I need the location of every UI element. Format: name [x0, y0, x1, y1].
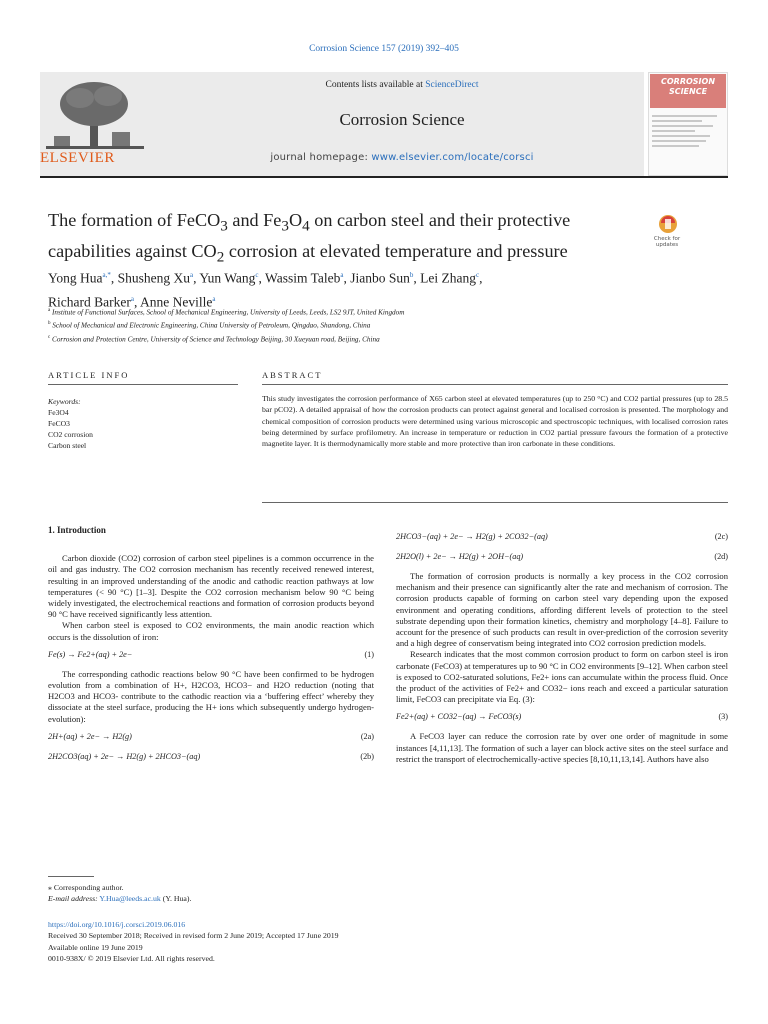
cover-text-lines — [652, 112, 724, 168]
homepage-prefix: journal homepage: — [270, 152, 372, 163]
footnotes — [48, 882, 648, 904]
equation-text: 2H2O(l) + 2e− → H2(g) + 2OH−(aq) — [396, 552, 524, 561]
keywords-block — [48, 396, 238, 451]
equation-number: (2b) — [360, 751, 374, 761]
equation-text: 2H2CO3(aq) + 2e− → H2(g) + 2HCO3−(aq) — [48, 751, 201, 761]
cover-title: CORROSION SCIENCE — [660, 77, 716, 96]
title-sub: 4 — [302, 217, 310, 235]
equation-2a — [48, 731, 374, 745]
section-heading-introduction: 1. Introduction — [48, 525, 106, 535]
affiliations — [48, 305, 648, 345]
paragraph: Research indicates that the most common corrosion product to form on carbon steel is iron carbonate (FeCO3) at temperatures up to 90 °C in CO2 environments [9–12]. When carbon steel is exposed to CO2-saturated solutions, Fe2+ ions can accumulate within the process fluid. Once the product of the activities of Fe2+ and CO32− ions reach and exceed a particular saturation limit, FeCO3 can precipitate via Eq. (3): — [396, 649, 728, 705]
author-affil[interactable]: a — [340, 271, 344, 279]
author-name[interactable]: Richard Barker — [48, 294, 131, 309]
keyword[interactable]: Fe3O4 — [48, 408, 69, 417]
affiliation — [48, 318, 648, 331]
available-online: Available online 19 June 2019 — [48, 942, 143, 952]
masthead-rule — [40, 176, 728, 178]
article-info-heading: ARTICLE INFO — [48, 370, 130, 380]
email-link[interactable]: Y.Hua@leeds.ac.uk — [99, 894, 161, 904]
author-affil[interactable]: a — [190, 271, 194, 279]
title-part: on carbon steel and their protective capabilities against CO — [48, 210, 571, 261]
author-name[interactable]: Anne Neville — [139, 294, 213, 309]
keyword[interactable]: FeCO3 — [48, 419, 70, 428]
affiliation — [48, 305, 648, 318]
paragraph: The corresponding cathodic reactions below 90 °C have been confirmed to be hydrogen evolution from a combination of H+, H2CO3, HCO3− and H2O reduction (noting that H2CO3 and HCO3- contribute to the cathodic reaction via a ‘buffering effect’ whereby they dissociate at the steel surface, producing the H+ ions which subsequently undergo hydrogen-evolution): — [48, 668, 374, 724]
body-right-column — [396, 525, 728, 765]
equation-number: (1) — [364, 649, 374, 659]
email-label: E-mail address: — [48, 894, 98, 904]
paragraph: The formation of corrosion products is normally a key process in the CO2 corrosion mechanism and their presence can significantly alter the rate and mechanism of corrosion. The corrosion products capable of forming on carbon steel vary depending upon the exposed environment and operating conditions, affording different levels of protection to the steel substrate depending upon their formation kinetics, chemistry and morphology [4–8]. Failure to account for the presence of such products can result in over-prediction of the corrosion severity and a high degree of conservatism being integrated into CO2 corrosion prediction models. — [396, 571, 728, 649]
equation-number: (3) — [718, 712, 728, 722]
equation-text: Fe(s) → Fe2+(aq) + 2e− — [48, 649, 133, 659]
journal-reference[interactable]: Corrosion Science 157 (2019) 392–405 — [309, 44, 459, 54]
author-name[interactable]: Yun Wang — [199, 270, 256, 286]
journal-homepage — [160, 152, 644, 163]
crossmark-icon[interactable] — [646, 212, 690, 256]
author-name[interactable]: Lei Zhang — [420, 270, 476, 286]
corresponding-note: ⁎ Corresponding author. — [48, 883, 124, 892]
title-part: and Fe — [227, 210, 282, 230]
copyright: 0010-938X/ © 2019 Elsevier Ltd. All rights reserved. — [48, 954, 215, 964]
author-affil[interactable]: a — [212, 294, 216, 303]
equation-2b — [48, 751, 374, 765]
author-name[interactable]: Wassim Taleb — [265, 270, 341, 286]
abstract-heading: ABSTRACT — [262, 370, 323, 380]
sciencedirect-link[interactable]: ScienceDirect — [425, 80, 479, 90]
author-affil[interactable]: a — [130, 294, 134, 303]
equation-1 — [48, 649, 374, 663]
title-part: corrosion at elevated temperature and pressure — [224, 240, 568, 261]
abstract-rule — [262, 384, 728, 385]
equation-3 — [396, 711, 728, 725]
article-title — [48, 208, 608, 269]
keyword[interactable]: CO2 corrosion — [48, 430, 93, 439]
homepage-link[interactable]: www.elsevier.com/locate/corsci — [371, 152, 534, 163]
equation-text: Fe2+(aq) + CO32−(aq) → FeCO3(s) — [396, 712, 522, 722]
affil-text: Corrosion and Protection Centre, University of Science and Technology Beijing, 30 Xueyuan road, Beijing, China — [52, 335, 380, 344]
paragraph: A FeCO3 layer can reduce the corrosion rate by over one order of magnitude in some instances [4,11,13]. The formation of such a layer can block active sites on the steel surface and restrict the transport of electrochemically-active species [8,10,11,13,14]. Authors have also — [396, 731, 728, 764]
abstract-bottom-rule — [262, 502, 728, 503]
body-left-column — [48, 525, 374, 771]
equation-text: 2H+(aq) + 2e− → H2(g) — [48, 731, 132, 741]
author-affil[interactable]: a,* — [102, 271, 111, 279]
author-list: Yong Hua$^{a,*}$, Shusheng Xu$^a$, Yun Wang$^c$, Wassim Taleb$^a$, Jianbo Sun$^b$, Lei Zhang$^c$, Richard Barker$^a$, Anne Neville$^a$ — [48, 270, 483, 309]
contents-prefix: Contents lists available at — [325, 80, 426, 90]
title-part: The formation of FeCO — [48, 210, 221, 230]
affil-marker: c — [48, 334, 51, 340]
author-affil[interactable]: c — [255, 271, 259, 279]
equation-text: 2HCO3−(aq) + 2e− → H2(g) + 2CO32−(aq) — [396, 532, 548, 541]
author-name[interactable]: Shusheng Xu — [117, 270, 191, 286]
affiliation — [48, 332, 648, 345]
title-sub: 2 — [216, 248, 225, 266]
author-affil[interactable]: b — [409, 271, 414, 279]
received-dates: Received 30 September 2018; Received in revised form 2 June 2019; Accepted 17 June 2019 — [48, 931, 339, 941]
equation-number: (2a) — [360, 731, 374, 741]
journal-title: Corrosion Science — [339, 110, 465, 129]
title-part: O — [288, 210, 303, 230]
paragraph: Carbon dioxide (CO2) corrosion of carbon steel pipelines is a common occurrence in the oil and gas industry. The CO2 corrosion mechanism has recently received renewed interest, resulting in an improved understanding of the anodic and cathodic reaction pathways at low temperatures (< 90 °C) [1–3]. Despite the CO2 corrosion mechanism below 90 °C being widely investigated, the electrochemical reactions and formation of corrosion products beyond 90 °C have received significantly less attention. — [48, 553, 374, 620]
title-sub: 3 — [220, 217, 228, 235]
footnote-rule — [48, 876, 94, 877]
elsevier-wordmark: ELSEVIER — [40, 150, 115, 166]
author-name[interactable]: Yong Hua — [48, 270, 103, 286]
title-sub: 3 — [281, 217, 289, 235]
email-note — [48, 893, 648, 904]
equation-number: (2c) — [714, 532, 728, 541]
affil-text: Institute of Functional Surfaces, School of Mechanical Engineering, University of Leeds, Leeds, LS2 9JT, United Kingdom — [52, 308, 405, 317]
keywords-heading: Keywords: — [48, 397, 81, 406]
equation-number: (2d) — [714, 552, 728, 561]
paragraph: When carbon steel is exposed to CO2 environments, the main anodic reaction which occurs is the dissolution of iron: — [48, 620, 374, 642]
keyword[interactable]: Carbon steel — [48, 441, 87, 450]
abstract-text: This study investigates the corrosion performance of X65 carbon steel at elevated temperatures (up to 250 °C) and CO2 partial pressures (up to 28.5 bar pCO2). A detailed appraisal of how the corrosion products can protect against general and localised corrosion is presented. The morphology and chemical composition of corrosion products were determined using various microscopic and spectroscopic techniques, with localised corrosion rates being determined by surface profilometry. An increase in temperature or reduction in CO2 partial pressure favours the formation of a protective magnetite layer. It is thermodynamically more stable and more protective than iron carbonate in these conditions. — [262, 394, 728, 449]
contents-line — [160, 80, 644, 90]
affil-marker: b — [48, 321, 51, 327]
affil-text: School of Mechanical and Electronic Engineering, China University of Petroleum, Qingdao, Shandong, China — [52, 321, 371, 330]
author-affil[interactable]: c — [476, 271, 480, 279]
affil-marker: a — [48, 308, 51, 313]
doi-link[interactable]: https://doi.org/10.1016/j.corsci.2019.06.016 — [48, 920, 186, 929]
article-info-rule — [48, 384, 238, 385]
equation-2d — [396, 551, 728, 565]
publication-info — [48, 919, 648, 965]
author-name[interactable]: Jianbo Sun — [350, 270, 410, 286]
equation-2c — [396, 531, 728, 545]
email-name: (Y. Hua). — [162, 894, 192, 904]
crossmark-label: Check for updates — [653, 236, 681, 248]
